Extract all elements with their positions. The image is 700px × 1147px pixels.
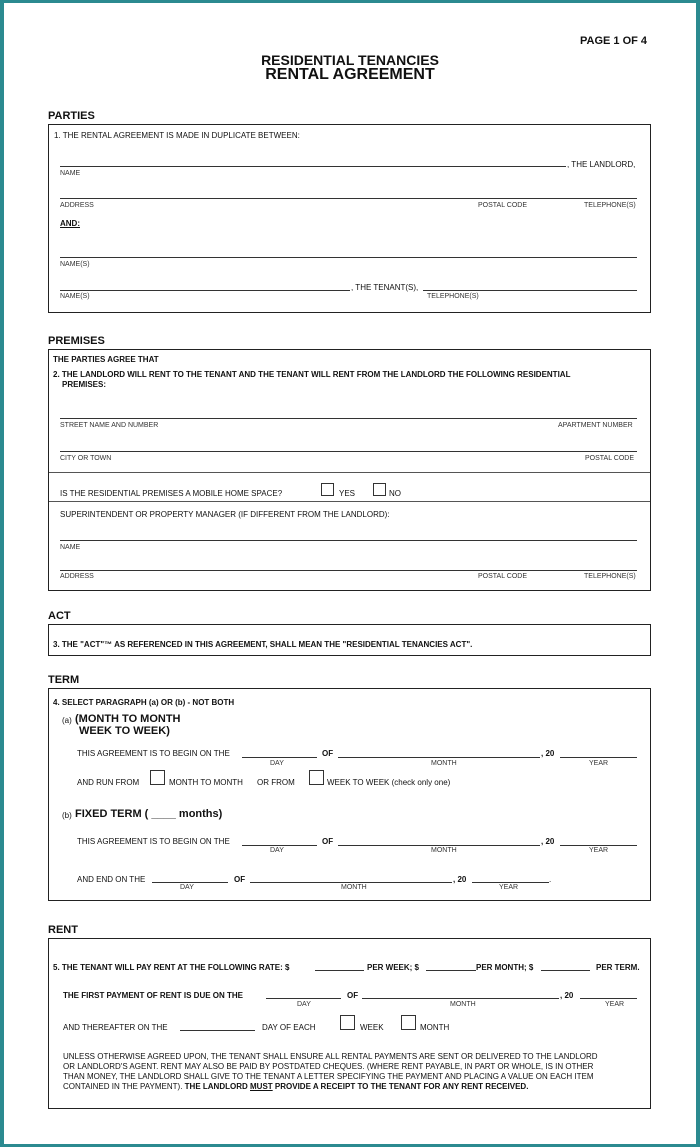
title-line1: RESIDENTIAL TENANCIES (261, 52, 439, 68)
of-label: OF (322, 749, 334, 758)
begin-on-label-b: THIS AGREEMENT IS TO BEGIN ON THE (77, 837, 230, 846)
week-checkbox[interactable] (340, 1015, 355, 1030)
per-month-label: PER MONTH; $ (476, 963, 534, 972)
of-label-rent: OF (347, 991, 359, 1000)
end-period: . (549, 875, 552, 884)
month-to-month-checkbox[interactable] (150, 770, 165, 785)
parties-heading: PARTIES (48, 110, 95, 122)
mobile-yes-checkbox[interactable] (321, 483, 334, 496)
day-label: DAY (270, 760, 284, 767)
title-line2: RENTAL AGREEMENT (265, 66, 435, 83)
notice-receipt: PROVIDE A RECEIPT TO THE TENANT FOR ANY RENT RECEIVED. (274, 1082, 529, 1091)
postal-code-label-premises: POSTAL CODE (585, 455, 635, 462)
parties-clause: 1. THE RENTAL AGREEMENT IS MADE IN DUPLICATE BETWEEN: (54, 131, 300, 140)
act-heading: ACT (48, 610, 71, 622)
parties-agree: THE PARTIES AGREE THAT (53, 355, 159, 364)
superintendent-address-field[interactable] (60, 570, 637, 571)
begin-day-field[interactable] (242, 757, 317, 758)
divider (49, 472, 650, 473)
year-label-b: YEAR (589, 847, 609, 854)
premises-clause-line2: PREMISES: (62, 380, 107, 389)
rent-notice-line3: THAN MONEY, THE LANDLORD SHALL GIVE TO THE TENANT A LETTER SPECIFYING THE PAYMENT AND PLACING A VALUE ON EACH ITEM (63, 1072, 594, 1081)
rent-notice-line2: OR LANDLORD'S AGENT. RENT MAY ALSO BE PAID BY POSTDATED CHEQUES. (WHERE RENT PAYABLE, IN PART OR WHOLE, IS IN OTHER (63, 1062, 594, 1071)
month-option-label: MONTH (420, 1023, 450, 1032)
day-label-end: DAY (180, 884, 194, 891)
b-begin-month-field[interactable] (338, 845, 540, 846)
b-begin-year-field[interactable] (560, 845, 637, 846)
rent-notice-line4 (63, 1082, 643, 1092)
day-label-rent: DAY (297, 1001, 311, 1008)
apartment-label: APARTMENT NUMBER (558, 422, 633, 429)
telephone-label-premises: TELEPHONE(S) (584, 573, 636, 580)
landlord-address-field[interactable] (60, 198, 637, 199)
per-week-label: PER WEEK; $ (367, 963, 420, 972)
street-label: STREET NAME AND NUMBER (60, 422, 159, 429)
week-to-week-label: WEEK TO WEEK (check only one) (327, 778, 451, 787)
notice-landlord: THE LANDLORD (184, 1082, 248, 1091)
rent-rate-clause: 5. THE TENANT WILL PAY RENT AT THE FOLLOWING RATE: $ (53, 963, 290, 972)
month-label: MONTH (431, 760, 457, 767)
begin-on-label: THIS AGREEMENT IS TO BEGIN ON THE (77, 749, 230, 758)
rent-heading: RENT (48, 924, 78, 936)
comma-20-label-end: , 20 (453, 875, 467, 884)
names-label-2: NAME(S) (60, 293, 90, 300)
postal-code-label: POSTAL CODE (478, 202, 528, 209)
year-label-end: YEAR (499, 884, 519, 891)
of-label-b: OF (322, 837, 334, 846)
city-field[interactable] (60, 451, 637, 452)
street-field[interactable] (60, 418, 637, 419)
per-term-label: PER TERM. (596, 963, 640, 972)
month-label-b: MONTH (431, 847, 457, 854)
option-a-title-line1: (MONTH TO MONTH (75, 713, 181, 725)
option-a-title-line2: WEEK TO WEEK) (79, 725, 170, 737)
end-year-field[interactable] (472, 882, 549, 883)
rent-per-term-field[interactable] (541, 970, 590, 971)
thereafter-label: AND THEREAFTER ON THE (63, 1023, 168, 1032)
comma-20-label-rent: , 20 (560, 991, 574, 1000)
day-label-b: DAY (270, 847, 284, 854)
page-number: PAGE 1 OF 4 (580, 35, 648, 47)
name-label-premises: NAME (60, 544, 81, 551)
option-b-marker: (b) (62, 811, 72, 820)
option-b-title: FIXED TERM ( ____ months) (75, 808, 223, 820)
thereafter-day-field[interactable] (180, 1030, 255, 1031)
yes-label: YES (339, 489, 356, 498)
month-label-end: MONTH (341, 884, 367, 891)
first-payment-year-field[interactable] (580, 998, 637, 999)
rent-notice-line1: UNLESS OTHERWISE AGREED UPON, THE TENANT SHALL ENSURE ALL RENTAL PAYMENTS ARE SENT OR DELIVERED TO THE LANDLORD (63, 1052, 598, 1061)
end-on-label: AND END ON THE (77, 875, 146, 884)
landlord-name-field[interactable] (60, 166, 566, 167)
telephone-label-2: TELEPHONE(S) (427, 293, 479, 300)
begin-year-field[interactable] (560, 757, 637, 758)
and-label: AND: (60, 219, 80, 228)
name-label: NAME (60, 170, 81, 177)
comma-20-label-b: , 20 (541, 837, 555, 846)
divider (49, 501, 650, 502)
first-payment-month-field[interactable] (362, 998, 559, 999)
run-from-label: AND RUN FROM (77, 778, 140, 787)
comma-20-label: , 20 (541, 749, 555, 758)
parties-box (48, 124, 651, 313)
superintendent-label: SUPERINTENDENT OR PROPERTY MANAGER (IF DIFFERENT FROM THE LANDLORD): (60, 510, 390, 519)
month-checkbox[interactable] (401, 1015, 416, 1030)
premises-heading: PREMISES (48, 335, 105, 347)
act-clause: 3. THE "ACT"™ AS REFERENCED IN THIS AGREEMENT, SHALL MEAN THE "RESIDENTIAL TENANCIES ACT". (53, 640, 473, 649)
option-a-marker: (a) (62, 716, 72, 725)
b-begin-day-field[interactable] (242, 845, 317, 846)
mobile-no-checkbox[interactable] (373, 483, 386, 496)
week-to-week-checkbox[interactable] (309, 770, 324, 785)
notice-must: MUST (250, 1082, 273, 1091)
first-payment-day-field[interactable] (266, 998, 341, 999)
postal-code-label-premises-2: POSTAL CODE (478, 573, 528, 580)
begin-month-field[interactable] (338, 757, 540, 758)
tenant-names-field[interactable] (60, 257, 637, 258)
mobile-home-question: IS THE RESIDENTIAL PREMISES A MOBILE HOME SPACE? (60, 489, 283, 498)
day-of-each-label: DAY OF EACH (262, 1023, 316, 1032)
superintendent-name-field[interactable] (60, 540, 637, 541)
term-clause: 4. SELECT PARAGRAPH (a) OR (b) - NOT BOTH (53, 698, 235, 707)
or-from-label: OR FROM (257, 778, 295, 787)
premises-clause-line1: 2. THE LANDLORD WILL RENT TO THE TENANT AND THE TENANT WILL RENT FROM THE LANDLORD THE FOLLOWING RESIDENTIAL (53, 370, 571, 379)
premises-box (48, 349, 651, 591)
no-label: NO (389, 489, 401, 498)
rent-per-week-field[interactable] (315, 970, 364, 971)
first-payment-label: THE FIRST PAYMENT OF RENT IS DUE ON THE (63, 991, 244, 1000)
rent-per-month-field[interactable] (426, 970, 476, 971)
notice-contained: CONTAINED IN THE PAYMENT). (63, 1082, 183, 1091)
end-day-field[interactable] (152, 882, 228, 883)
tenant-names-field-2[interactable] (60, 290, 350, 291)
the-tenants-label: , THE TENANT(S), (351, 283, 419, 292)
address-label-premises: ADDRESS (60, 573, 94, 580)
month-label-rent: MONTH (450, 1001, 476, 1008)
term-heading: TERM (48, 674, 80, 686)
city-label: CITY OR TOWN (60, 455, 112, 462)
address-label: ADDRESS (60, 202, 94, 209)
of-label-end: OF (234, 875, 246, 884)
month-to-month-label: MONTH TO MONTH (169, 778, 243, 787)
year-label-rent: YEAR (605, 1001, 625, 1008)
telephone-label: TELEPHONE(S) (584, 202, 636, 209)
end-month-field[interactable] (250, 882, 452, 883)
year-label: YEAR (589, 760, 609, 767)
week-label: WEEK (360, 1023, 384, 1032)
the-landlord-label: , THE LANDLORD, (567, 160, 636, 169)
tenant-telephone-field[interactable] (423, 290, 637, 291)
names-label: NAME(S) (60, 261, 90, 268)
